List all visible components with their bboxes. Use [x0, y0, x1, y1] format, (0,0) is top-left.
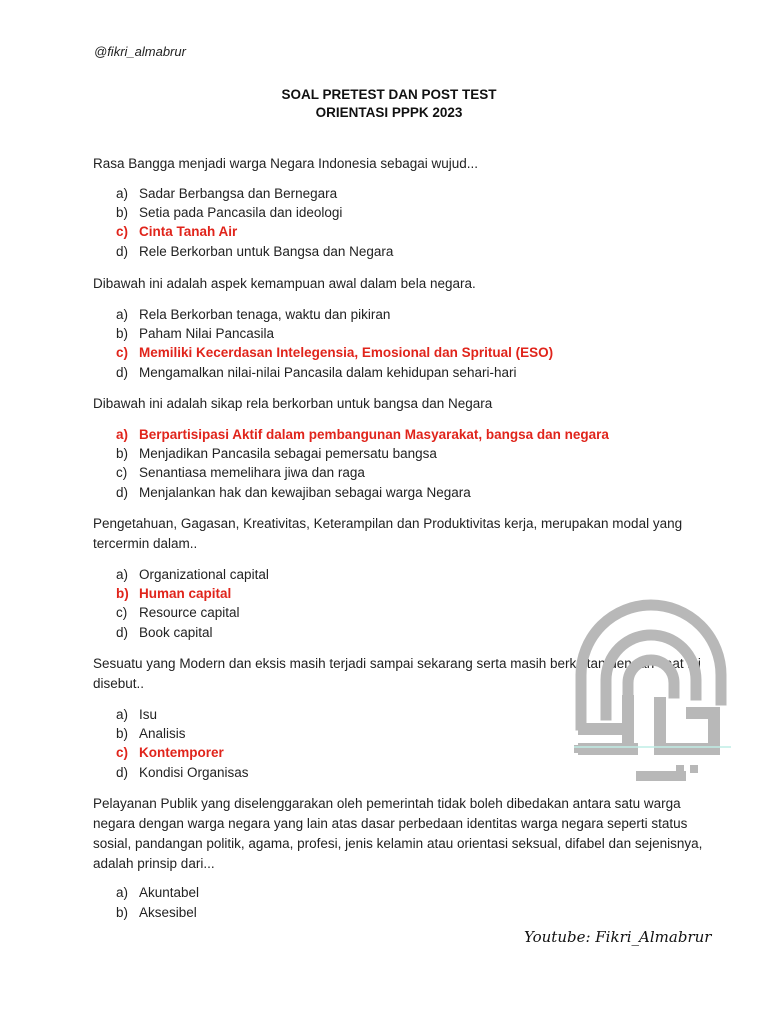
q2-option-d: d) Mengamalkan nilai-nilai Pancasila dalam kehidupan sehari-hari [116, 365, 517, 380]
q6-option-b: b) Aksesibel [116, 905, 197, 920]
q6-option-a: a) Akuntabel [116, 885, 200, 900]
question-1: Rasa Bangga menjadi warga Negara Indonesia sebagai wujud... [93, 156, 479, 171]
q2-option-b: b) Paham Nilai Pancasila [116, 326, 275, 341]
question-4: Pengetahuan, Gagasan, Kreativitas, Keterampilan dan Produktivitas kerja, merupakan modal yang tercermin dalam.. [93, 516, 683, 551]
q5-option-a: a) Isu [116, 707, 158, 722]
q1-option-a: a) Sadar Berbangsa dan Bernegara [116, 186, 338, 201]
question-6: Pelayanan Publik yang diselenggarakan oleh pemerintah tidak boleh dibedakan antara satu warga negara dengan warga negara yang lain atas dasar perbedaan identitas warga negara seperti status sosial, pandangan politik, agama, profesi, jenis kelamin atau orientasi seksual, difabel dan sejenisnya, adalah prinsip dari... [93, 796, 703, 871]
author-handle: @fikri_almabrur [94, 44, 186, 59]
q3-option-c: c) Senantiasa memelihara jiwa dan raga [116, 465, 365, 480]
q5-option-d: d) Kondisi Organisas [116, 765, 249, 780]
q2-option-c-answer: c) Memiliki Kecerdasan Intelegensia, Emosional dan Spritual (ESO) [116, 345, 554, 360]
q1-option-d: d) Rele Berkorban untuk Bangsa dan Negara [116, 244, 394, 259]
q3-option-d: d) Menjalankan hak dan kewajiban sebagai warga Negara [116, 485, 471, 500]
q4-option-a: a) Organizational capital [116, 567, 269, 582]
q1-option-c-answer: c) Cinta Tanah Air [116, 224, 238, 239]
document-subtitle: ORIENTASI PPPK 2023 [315, 105, 463, 120]
q4-option-d: d) Book capital [116, 625, 213, 640]
q1-option-b: b) Setia pada Pancasila dan ideologi [116, 205, 343, 220]
document-title: SOAL PRETEST DAN POST TEST [281, 87, 497, 102]
watermark-logo-icon [566, 595, 736, 785]
q3-option-b: b) Menjadikan Pancasila sebagai pemersatu bangsa [116, 446, 437, 461]
q2-option-a: a) Rela Berkorban tenaga, waktu dan pikiran [116, 307, 391, 322]
q3-option-a-answer: a) Berpartisipasi Aktif dalam pembangunan Masyarakat, bangsa dan negara [116, 427, 609, 442]
q5-option-c-answer: c) Kontemporer [116, 745, 224, 760]
question-3: Dibawah ini adalah sikap rela berkorban untuk bangsa dan Negara [93, 396, 493, 411]
q5-option-b: b) Analisis [116, 726, 186, 741]
question-2: Dibawah ini adalah aspek kemampuan awal dalam bela negara. [93, 276, 476, 291]
q4-option-b-answer: b) Human capital [116, 586, 232, 601]
q4-option-c: c) Resource capital [116, 605, 240, 620]
question-5: Sesuatu yang Modern dan eksis masih terjadi sampai sekarang serta masih berkaitan dengan saat ini disebut.. [93, 656, 701, 691]
youtube-signature: Youtube: Fikri_Almabrur [524, 928, 712, 946]
